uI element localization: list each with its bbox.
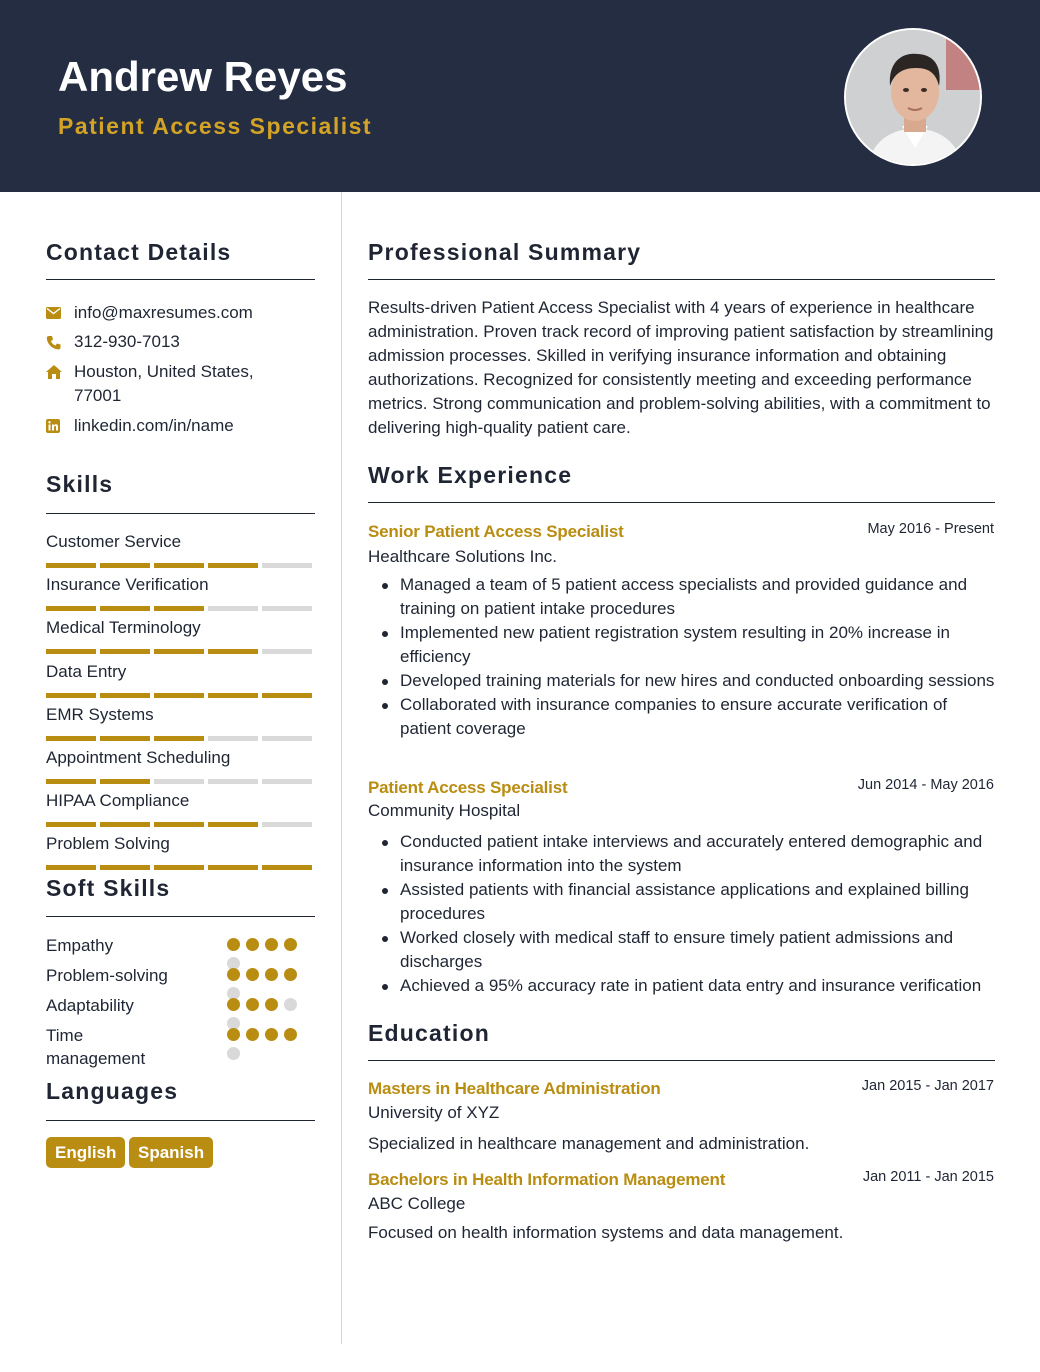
list-item: Worked closely with medical staff to ensure timely patient admissions and discharges (400, 926, 1000, 974)
rating-dot (265, 998, 278, 1011)
skill-label: Appointment Scheduling (46, 748, 231, 767)
job-bullets (400, 573, 1000, 741)
contact-email[interactable] (46, 301, 253, 325)
summary-text: Results-driven Patient Access Specialist with 4 years of experience in healthcare administration. Proven track record of improving patient satisfaction by streamlining admission processes. Skilled in verifying insurance information and obtaining authorizations. Recognized for consistently meeting and exceeding performance metrics. Strong communication and problem-solving abilities, with a commitment to delivering high-quality patient care. (368, 298, 994, 437)
rating-dot (246, 938, 259, 951)
degree-description: Specialized in healthcare management and administration. (368, 1134, 810, 1153)
skill-level-segment (262, 693, 312, 698)
job-role: Senior Patient Access Specialist (368, 522, 624, 541)
skill-label: EMR Systems (46, 704, 154, 724)
skill-level-segment (262, 606, 312, 611)
experience-rule (368, 502, 995, 503)
home-icon (46, 360, 74, 384)
skill-level-segment (46, 693, 96, 698)
experience-heading: Work Experience (368, 462, 573, 488)
skill-label: Medical Terminology (46, 618, 201, 638)
skill-row (46, 617, 314, 654)
rating-dot (265, 1028, 278, 1041)
skill-level-bar (46, 649, 314, 654)
phone-text: 312-930-7013 (74, 332, 180, 351)
skill-level-segment (262, 649, 312, 654)
soft-skills-rule (46, 916, 315, 917)
soft-skill-label: Empathy (46, 936, 114, 955)
language-badge: English (46, 1137, 125, 1168)
skill-level-segment (100, 606, 150, 611)
list-item: Achieved a 95% accuracy rate in patient data entry and insurance verification (400, 974, 1000, 998)
job-bullets (400, 830, 1000, 998)
contact-rule (46, 279, 315, 280)
skill-level-bar (46, 693, 314, 698)
column-divider (341, 192, 342, 1344)
rating-dot (246, 968, 259, 981)
skill-label: Data Entry (46, 661, 127, 681)
degree-title: Masters in Healthcare Administration (368, 1079, 661, 1098)
skill-label: Problem Solving (46, 834, 170, 854)
rating-dot (284, 938, 297, 951)
skill-level-segment (46, 606, 96, 611)
soft-skill-rating (227, 1028, 307, 1060)
skill-level-bar (46, 779, 314, 784)
envelope-icon (46, 301, 74, 325)
skill-level-bar (46, 736, 314, 741)
rating-dot (227, 998, 240, 1011)
list-item: Assisted patients with financial assistance applications and explained billing procedures (400, 878, 1000, 926)
skill-label: Customer Service (46, 532, 182, 551)
skill-row (46, 531, 314, 568)
skill-level-bar (46, 563, 314, 568)
skill-label: Insurance Verification (46, 575, 209, 595)
skill-level-segment (46, 736, 96, 741)
skill-level-segment (208, 563, 258, 568)
skill-level-segment (154, 693, 204, 698)
skill-level-segment (100, 693, 150, 698)
skill-level-segment (208, 779, 258, 784)
skill-level-segment (262, 736, 312, 741)
skill-level-segment (154, 563, 204, 568)
skill-level-segment (154, 865, 204, 870)
email-text: info@maxresumes.com (74, 303, 253, 322)
rating-dot (227, 1028, 240, 1041)
rating-dot (246, 1028, 259, 1041)
linkedin-icon (46, 414, 74, 438)
skill-level-segment (262, 779, 312, 784)
skill-level-bar (46, 606, 314, 611)
education-rule (368, 1060, 995, 1061)
skill-level-segment (262, 563, 312, 568)
skill-level-bar (46, 822, 314, 827)
language-badge: Spanish (129, 1137, 213, 1168)
skill-level-segment (208, 606, 258, 611)
skill-level-segment (100, 865, 150, 870)
linkedin-text: linkedin.com/in/name (74, 416, 234, 435)
soft-skill-label: Problem-solving (46, 966, 168, 985)
list-item: Managed a team of 5 patient access specialists and provided guidance and training on patient intake procedures (400, 573, 1000, 621)
contact-address (46, 360, 296, 408)
skill-level-segment (46, 822, 96, 827)
skill-row (46, 574, 314, 611)
list-item: Implemented new patient registration system resulting in 20% increase in efficiency (400, 621, 1000, 669)
skill-level-segment (262, 865, 312, 870)
skill-level-segment (208, 736, 258, 741)
rating-dot (284, 998, 297, 1011)
soft-skill-row (46, 934, 314, 957)
profile-photo (846, 30, 982, 166)
skill-level-segment (208, 865, 258, 870)
rating-dot (246, 998, 259, 1011)
languages-rule (46, 1120, 315, 1121)
languages-heading: Languages (46, 1078, 179, 1104)
skill-level-segment (208, 693, 258, 698)
job-role: Patient Access Specialist (368, 778, 568, 797)
soft-skill-label: Time management (46, 1026, 146, 1068)
job-dates: Jun 2014 - May 2016 (857, 777, 994, 793)
degree-dates: Jan 2011 - Jan 2015 (862, 1169, 994, 1185)
skill-label: HIPAA Compliance (46, 791, 190, 811)
soft-skill-row (46, 964, 314, 987)
contact-phone[interactable] (46, 330, 180, 354)
skill-level-segment (262, 822, 312, 827)
school-name: ABC College (368, 1194, 466, 1213)
list-item: Developed training materials for new hires and conducted onboarding sessions (400, 669, 1000, 693)
address-text: Houston, United States, 77001 (74, 362, 254, 405)
skill-level-segment (100, 736, 150, 741)
skill-row (46, 833, 314, 870)
skill-level-segment (100, 779, 150, 784)
skills-heading: Skills (46, 471, 114, 497)
skill-level-segment (46, 563, 96, 568)
skill-level-segment (154, 606, 204, 611)
skill-row (46, 704, 314, 741)
contact-heading: Contact Details (46, 239, 232, 265)
skill-level-segment (46, 865, 96, 870)
skill-row (46, 790, 314, 827)
contact-linkedin[interactable] (46, 414, 234, 438)
degree-title: Bachelors in Health Information Management (368, 1170, 726, 1189)
job-dates: May 2016 - Present (867, 521, 994, 537)
rating-dot (265, 968, 278, 981)
skill-level-segment (46, 779, 96, 784)
skill-level-segment (154, 736, 204, 741)
candidate-name: Andrew Reyes (58, 53, 348, 100)
degree-description: Focused on health information systems and data management. (368, 1223, 844, 1242)
soft-skill-row (46, 994, 314, 1017)
skill-level-segment (208, 822, 258, 827)
skill-level-segment (154, 649, 204, 654)
summary-heading: Professional Summary (368, 239, 642, 265)
skill-level-segment (46, 649, 96, 654)
skill-level-segment (154, 822, 204, 827)
rating-dot (227, 938, 240, 951)
education-heading: Education (368, 1020, 490, 1046)
skill-level-segment (208, 649, 258, 654)
rating-dot (227, 1047, 240, 1060)
soft-skill-row (46, 1024, 314, 1070)
list-item: Collaborated with insurance companies to ensure accurate verification of patient coverage (400, 693, 1000, 741)
skill-level-segment (100, 649, 150, 654)
rating-dot (284, 968, 297, 981)
rating-dot (284, 1028, 297, 1041)
summary-rule (368, 279, 995, 280)
candidate-title: Patient Access Specialist (58, 113, 373, 139)
soft-skill-label: Adaptability (46, 996, 134, 1015)
skill-level-bar (46, 865, 314, 870)
list-item: Conducted patient intake interviews and accurately entered demographic and insurance information into the system (400, 830, 1000, 878)
skill-level-segment (154, 779, 204, 784)
degree-dates: Jan 2015 - Jan 2017 (861, 1078, 994, 1094)
skill-level-segment (100, 822, 150, 827)
skill-row (46, 747, 314, 784)
job-org: Healthcare Solutions Inc. (368, 547, 557, 566)
skills-rule (46, 513, 315, 514)
job-org: Community Hospital (368, 801, 521, 820)
skill-level-segment (100, 563, 150, 568)
resume-header (0, 0, 1040, 192)
soft-skills-heading: Soft Skills (46, 875, 171, 901)
phone-icon (46, 330, 74, 354)
avatar (844, 28, 982, 166)
school-name: University of XYZ (368, 1103, 500, 1122)
skill-row (46, 661, 314, 698)
rating-dot (227, 968, 240, 981)
rating-dot (265, 938, 278, 951)
